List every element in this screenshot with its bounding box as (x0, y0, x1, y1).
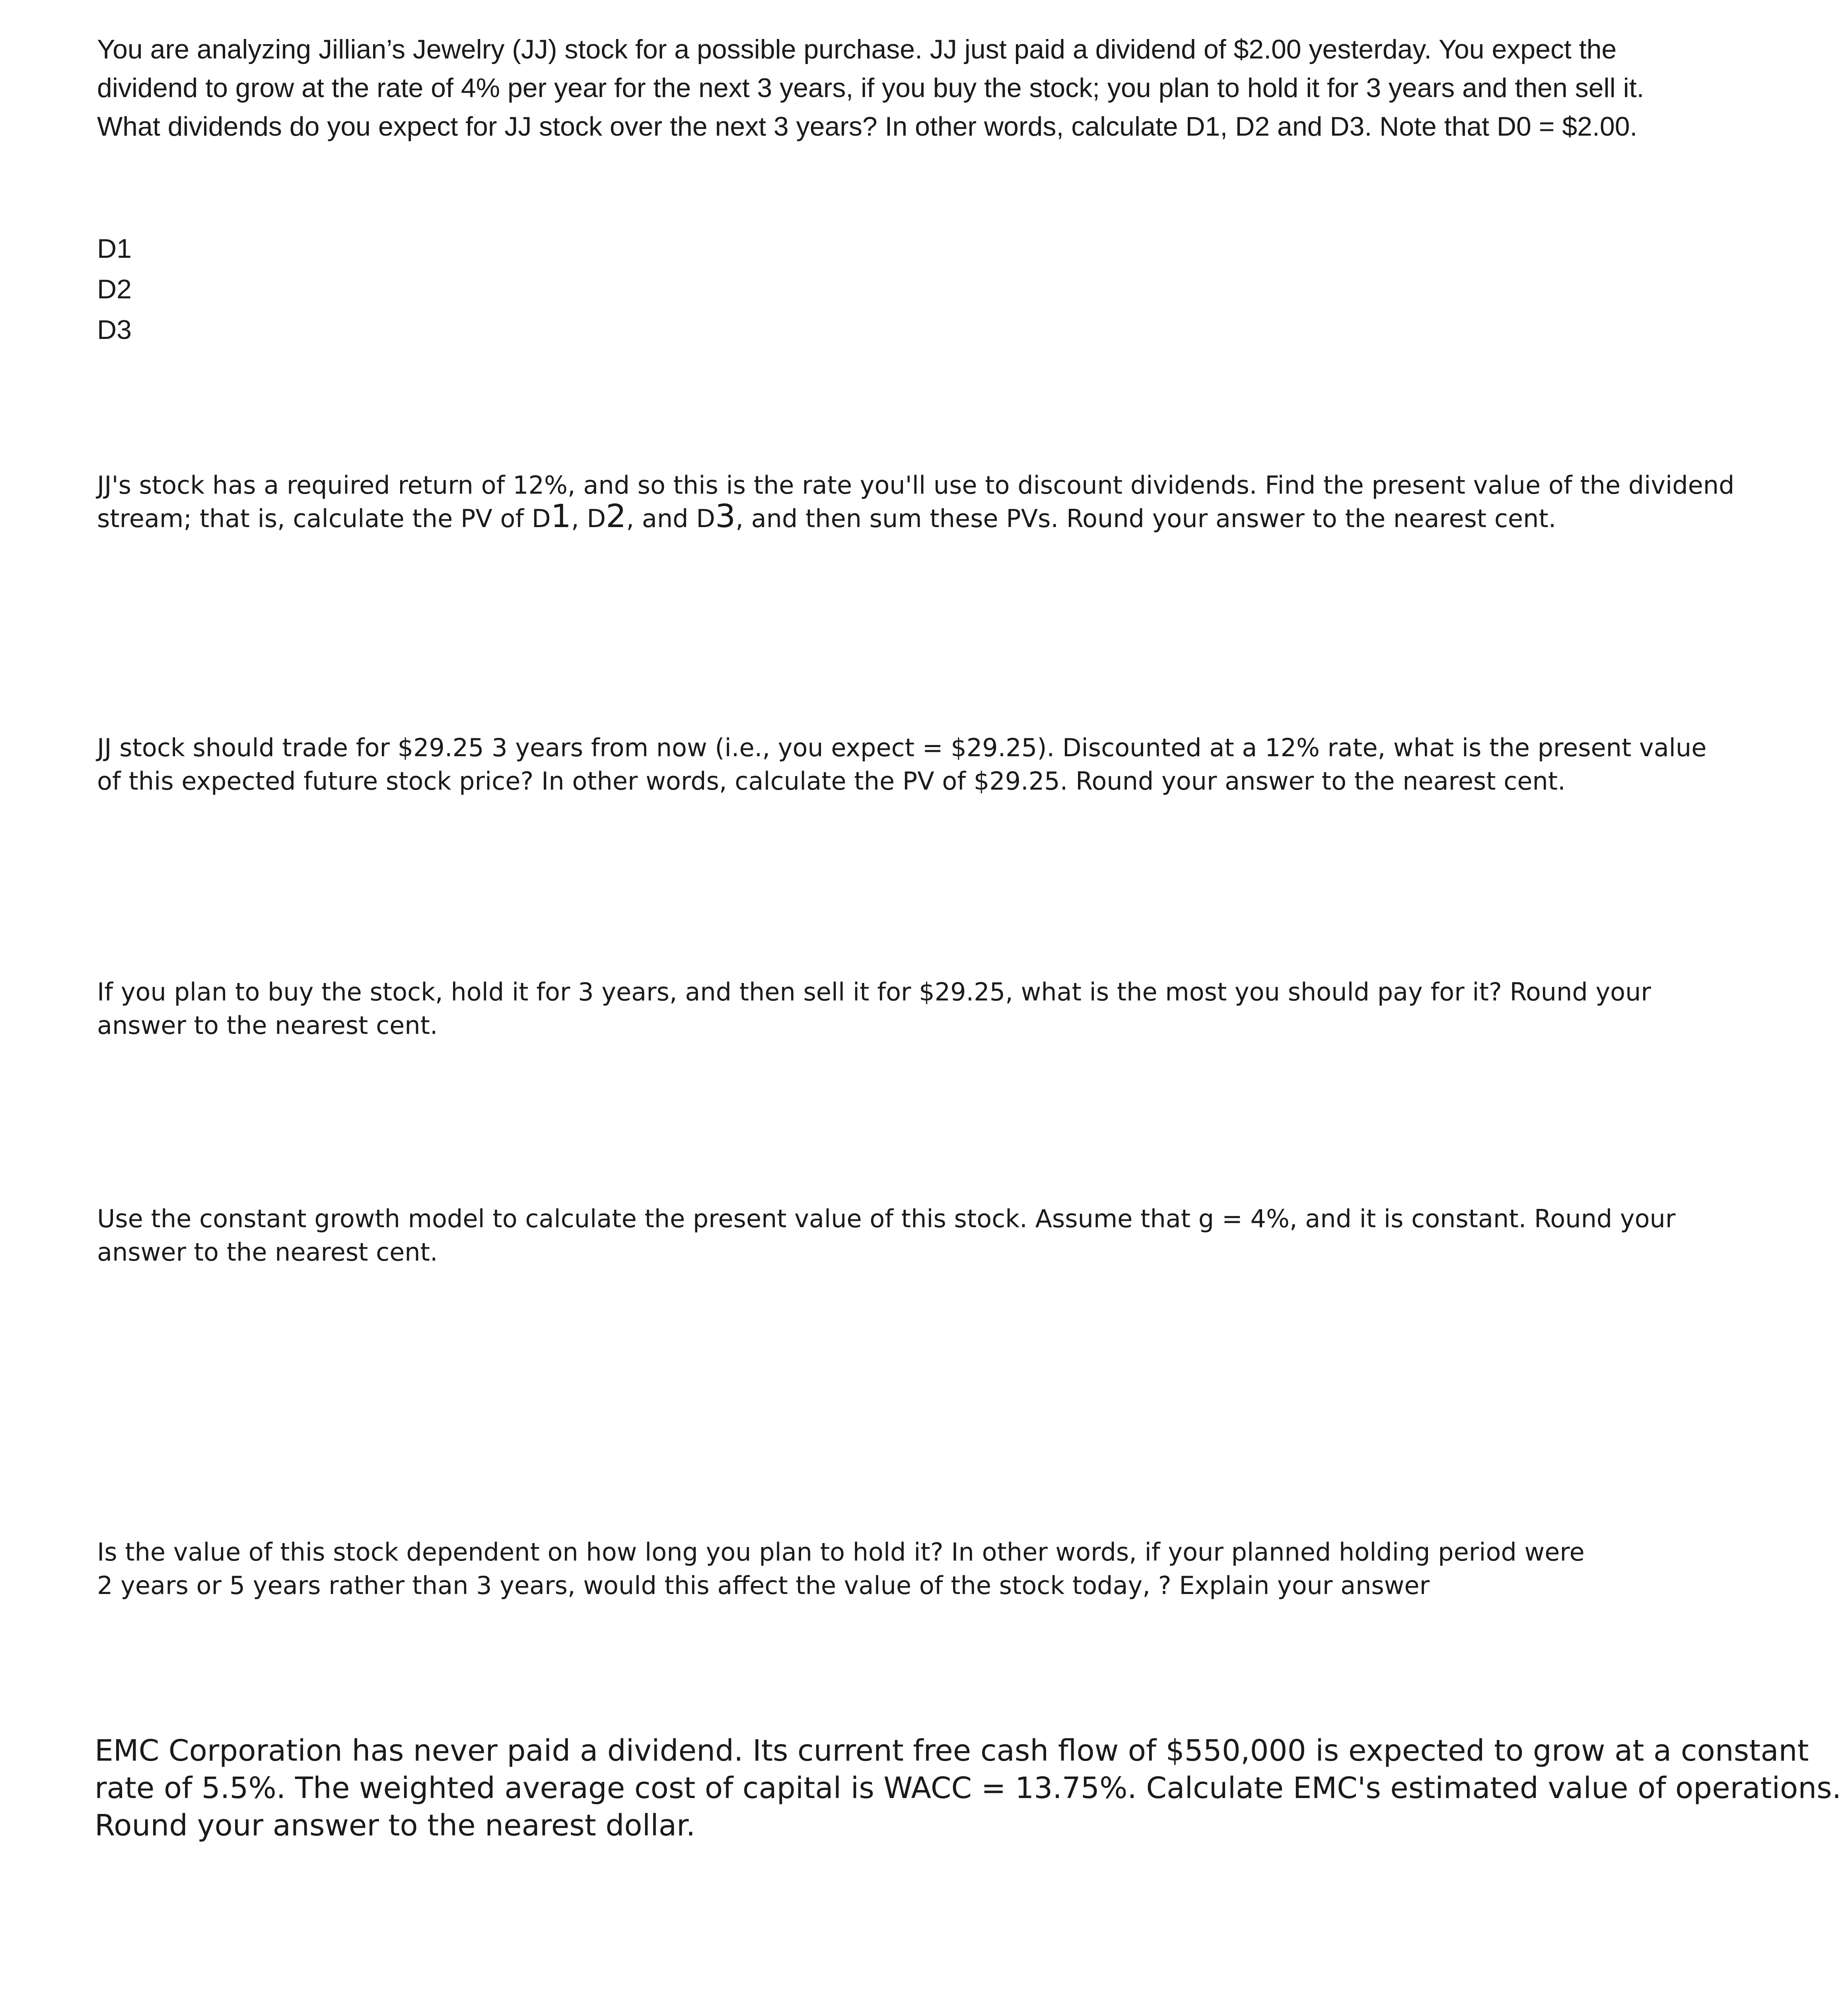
question-line (95, 1985, 1844, 1989)
question-line: dividend to grow at the rate of 4% per year for the next 3 years, if you buy the stock; you plan to hold it for 3 years and then sell it. (97, 73, 1644, 103)
text-run: , and then sum these PVs. Round your answer to the nearest cent. (735, 504, 1556, 533)
text-run: 2 (606, 498, 626, 535)
question-line: JJ's stock has a required return of 12%, and so this is the rate you'll use to discount dividends. Find the present value of the dividend (97, 471, 1735, 500)
question-line: What dividends do you expect for JJ stock over the next 3 years? In other words, calculate D1, D2 and D3. Note that D0 = $2.00. (97, 111, 1638, 142)
dividend-label-d2: D2 (97, 274, 132, 304)
text-run: 1 (551, 498, 571, 535)
dividend-labels (97, 228, 132, 350)
text-run: , and D (626, 504, 715, 533)
question-line: EMC Corporation has never paid a dividend. Its current free cash flow of $550,000 is expected to grow at a constant (95, 1734, 1809, 1768)
question-jj-dividends (97, 30, 1644, 146)
text-run: , D (571, 504, 606, 533)
question-line (97, 498, 1734, 535)
question-line: You are analyzing Jillian’s Jewelry (JJ) stock for a possible purchase. JJ just paid a dividend of $2.00 yesterday. You expect the (97, 34, 1617, 64)
question-line: Use the constant growth model to calculate the present value of this stock. Assume that g = 4%, and it is constant. Round your (97, 1204, 1676, 1233)
question-holding-period (97, 1536, 1585, 1602)
question-line: If you plan to buy the stock, hold it for 3 years, and then sell it for $29.25, what is the most you should pay for it? Round your (97, 977, 1651, 1006)
question-pv-dividend-stream (97, 469, 1734, 535)
text-run: stream; that is, calculate the PV of D (97, 504, 551, 533)
question-line: of this expected future stock price? In other words, calculate the PV of $29.25. Round your answer to the nearest cent. (97, 767, 1566, 796)
question-nonconstant-growth (95, 1985, 1844, 1989)
question-line: Is the value of this stock dependent on how long you plan to hold it? In other words, if your planned holding period were (97, 1537, 1585, 1567)
question-emc-value-of-operations (95, 1732, 1841, 1844)
question-line: answer to the nearest cent. (97, 1011, 438, 1040)
text-run: 3 (715, 498, 736, 535)
question-line: rate of 5.5%. The weighted average cost of capital is WACC = 13.75%. Calculate EMC's estimated value of operations. (95, 1771, 1842, 1805)
question-constant-growth (97, 1202, 1675, 1269)
dividend-label-d3: D3 (97, 315, 132, 345)
question-line: 2 years or 5 years rather than 3 years, would this affect the value of the stock today, ? Explain your answer (97, 1571, 1430, 1600)
question-pv-future-price (97, 731, 1706, 798)
question-line: Round your answer to the nearest dollar. (95, 1808, 696, 1843)
question-line: answer to the nearest cent. (97, 1238, 438, 1267)
question-line: JJ stock should trade for $29.25 3 years from now (i.e., you expect = $29.25). Discounted at a 12% rate, what is the present value (97, 733, 1707, 762)
question-max-price (97, 975, 1651, 1042)
dividend-label-d1: D1 (97, 234, 132, 264)
